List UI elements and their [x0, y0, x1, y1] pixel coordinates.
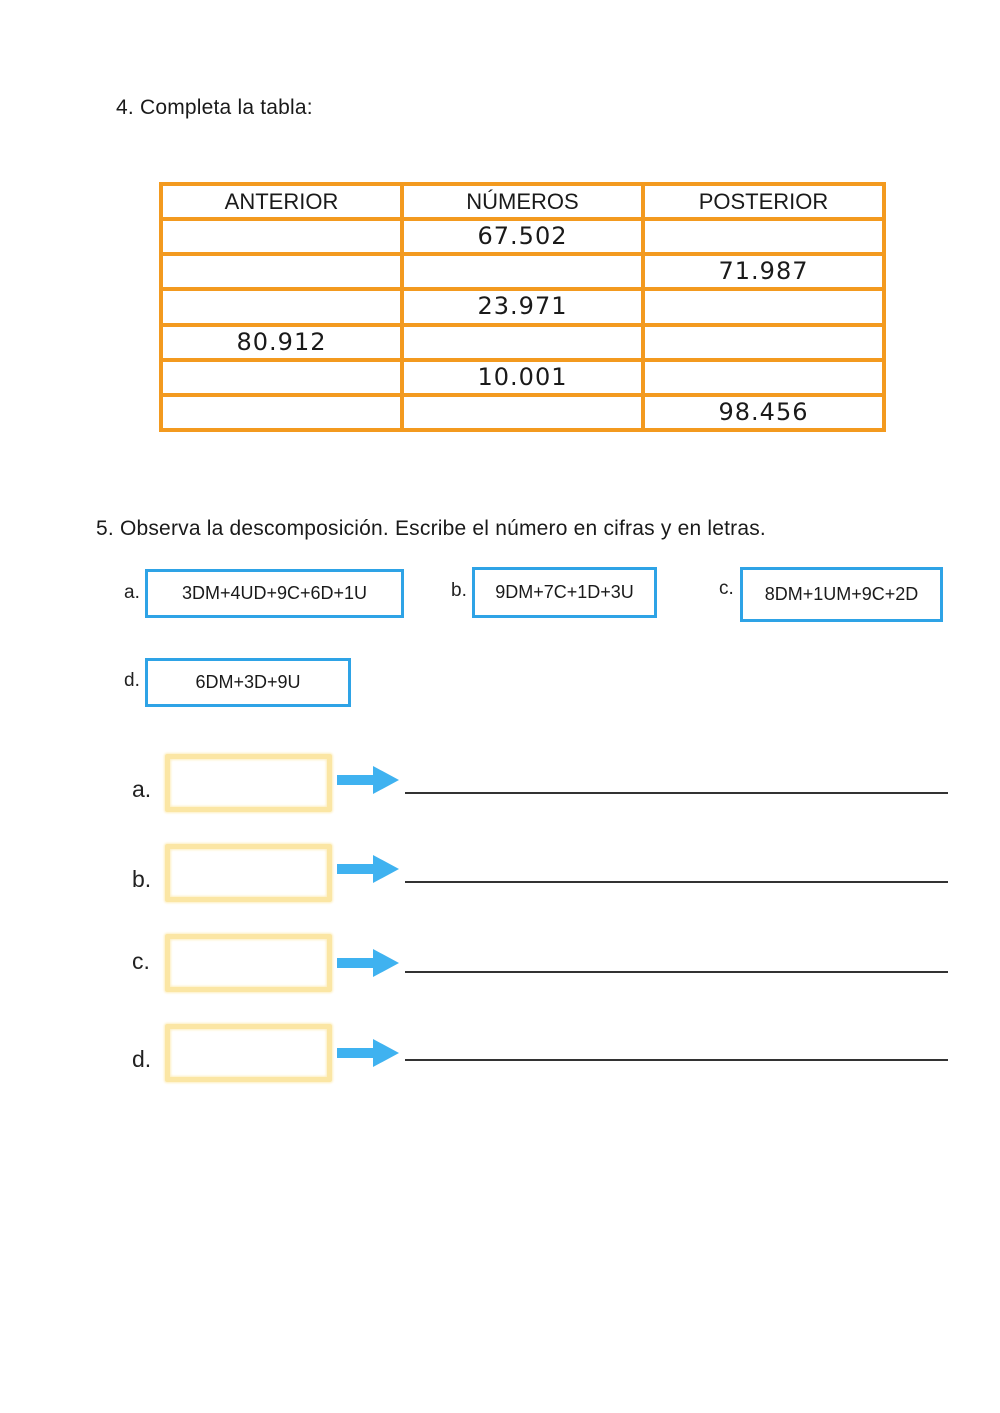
cell-numero: 10.001 [402, 360, 643, 395]
right-arrow-icon [335, 852, 401, 886]
decomposition-box-b [472, 567, 657, 618]
cell-anterior[interactable] [161, 254, 402, 289]
table-row [161, 360, 884, 395]
table-row [161, 395, 884, 430]
answer-words-line-d[interactable] [405, 1059, 948, 1061]
answer-label-a: a. [132, 776, 152, 802]
decomposition-box-a [145, 569, 404, 618]
item-label-b: b. [451, 580, 467, 601]
table-row [161, 219, 884, 254]
decomposition-box-c [740, 567, 943, 622]
decomposition-expr-c: 8DM+1UM+9C+2D [764, 584, 919, 604]
cell-posterior[interactable] [643, 289, 884, 324]
cell-posterior: 98.456 [643, 395, 884, 430]
cell-numero[interactable] [402, 254, 643, 289]
decomposition-expr-d: 6DM+3D+9U [195, 672, 301, 692]
table-row [161, 325, 884, 360]
right-arrow-icon [335, 946, 401, 980]
cell-posterior: 71.987 [643, 254, 884, 289]
answer-digits-box-c[interactable] [165, 934, 332, 992]
cell-numero[interactable] [402, 395, 643, 430]
right-arrow-icon [335, 763, 401, 797]
cell-posterior[interactable] [643, 325, 884, 360]
decomposition-expr-b: 9DM+7C+1D+3U [495, 582, 634, 602]
cell-numero: 67.502 [402, 219, 643, 254]
item-label-a: a. [124, 582, 140, 603]
header-numeros: NÚMEROS [402, 184, 643, 219]
table-header-row [161, 184, 884, 219]
answer-words-line-a[interactable] [405, 792, 948, 794]
question-5-title: 5. Observa la descomposición. Escribe el número en cifras y en letras. [96, 517, 766, 540]
cell-anterior: 80.912 [161, 325, 402, 360]
cell-posterior[interactable] [643, 219, 884, 254]
answer-digits-box-d[interactable] [165, 1024, 332, 1082]
numbers-table [159, 182, 886, 432]
answer-words-line-b[interactable] [405, 881, 948, 883]
cell-anterior[interactable] [161, 219, 402, 254]
decomposition-box-d [145, 658, 351, 707]
table-row [161, 289, 884, 324]
answer-label-d: d. [132, 1046, 152, 1072]
cell-posterior[interactable] [643, 360, 884, 395]
cell-numero[interactable] [402, 325, 643, 360]
item-label-d: d. [124, 670, 140, 691]
answer-words-line-c[interactable] [405, 971, 948, 973]
cell-anterior[interactable] [161, 395, 402, 430]
header-anterior: ANTERIOR [161, 184, 402, 219]
cell-numero: 23.971 [402, 289, 643, 324]
table-row [161, 254, 884, 289]
answer-label-c: c. [132, 948, 150, 974]
answer-digits-box-a[interactable] [165, 754, 332, 812]
cell-anterior[interactable] [161, 289, 402, 324]
decomposition-expr-a: 3DM+4UD+9C+6D+1U [181, 583, 368, 603]
answer-label-b: b. [132, 866, 152, 892]
header-posterior: POSTERIOR [643, 184, 884, 219]
item-label-c: c. [719, 578, 734, 599]
right-arrow-icon [335, 1036, 401, 1070]
cell-anterior[interactable] [161, 360, 402, 395]
question-4-title: 4. Completa la tabla: [116, 96, 313, 119]
answer-digits-box-b[interactable] [165, 844, 332, 902]
